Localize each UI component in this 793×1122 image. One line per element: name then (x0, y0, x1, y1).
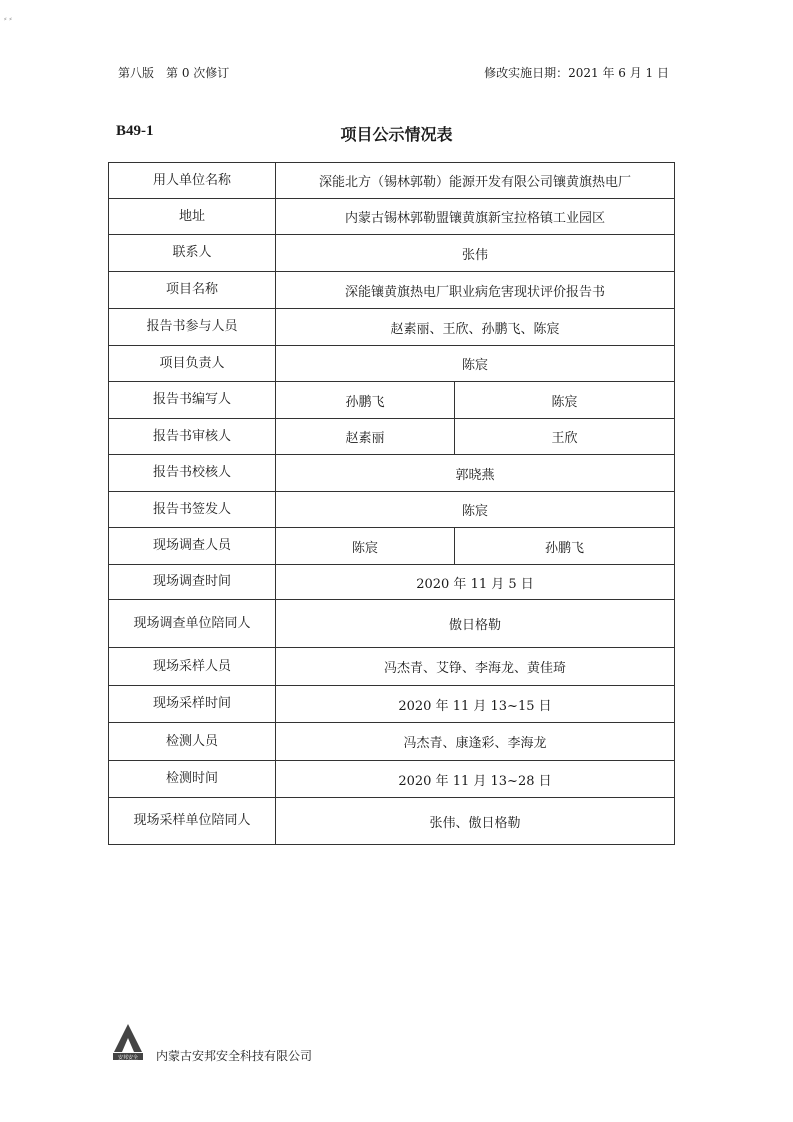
table-row (109, 309, 675, 346)
company-logo-icon (112, 1022, 144, 1062)
row-label: 项目负责人 (109, 346, 276, 382)
table-row (109, 565, 675, 600)
row-label: 现场调查时间 (109, 565, 276, 600)
table-row (109, 163, 675, 199)
row-value: 傲日格勒 (276, 600, 675, 648)
row-value: 郭晓燕 (276, 455, 675, 492)
row-value: 赵素丽、王欣、孙鹏飞、陈宸 (276, 309, 675, 346)
row-value: 2020 年 11 月 13~15 日 (276, 686, 675, 723)
row-label: 报告书签发人 (109, 492, 276, 528)
row-label: 报告书编写人 (109, 382, 276, 419)
row-value: 2020 年 11 月 5 日 (276, 565, 675, 600)
table-row (109, 199, 675, 235)
row-value: 张伟、傲日格勒 (276, 798, 675, 845)
row-label: 现场采样人员 (109, 648, 276, 686)
project-info-table (108, 162, 675, 845)
logo-text: 安邦安全 (117, 1055, 139, 1061)
row-value: 陈宸 (276, 346, 675, 382)
table-row (109, 272, 675, 309)
row-label: 项目名称 (109, 272, 276, 309)
table-row (109, 600, 675, 648)
document-title: 项目公示情况表 (340, 125, 453, 144)
row-label: 现场调查人员 (109, 528, 276, 565)
row-label: 检测时间 (109, 761, 276, 798)
row-label: 报告书参与人员 (109, 309, 276, 346)
row-value: 冯杰青、艾铮、李海龙、黄佳琦 (276, 648, 675, 686)
scan-artifact-mark: ⸗ ⸗ (4, 14, 12, 23)
table-row (109, 528, 675, 565)
table-row (109, 419, 675, 455)
row-label: 现场采样时间 (109, 686, 276, 723)
row-label: 用人单位名称 (109, 163, 276, 199)
footer-company-name: 内蒙古安邦安全科技有限公司 (156, 1049, 313, 1063)
row-value: 2020 年 11 月 13~28 日 (276, 761, 675, 798)
row-label: 报告书校核人 (109, 455, 276, 492)
table-row (109, 648, 675, 686)
table-row (109, 235, 675, 272)
row-label: 地址 (109, 199, 276, 235)
row-value: 张伟 (276, 235, 675, 272)
table-row (109, 686, 675, 723)
table-row (109, 455, 675, 492)
row-value: 陈宸 (276, 528, 455, 565)
row-value: 赵素丽 (276, 419, 455, 455)
row-value: 孙鹏飞 (455, 528, 675, 565)
row-value: 陈宸 (455, 382, 675, 419)
effective-date-label: 修改实施日期：2021 年 6 月 1 日 (484, 66, 669, 80)
row-label: 报告书审核人 (109, 419, 276, 455)
row-value: 冯杰青、康逢彩、李海龙 (276, 723, 675, 761)
table-row (109, 382, 675, 419)
table-row (109, 798, 675, 845)
row-value: 孙鹏飞 (276, 382, 455, 419)
row-value: 深能镶黄旗热电厂职业病危害现状评价报告书 (276, 272, 675, 309)
table-row (109, 761, 675, 798)
row-value: 陈宸 (276, 492, 675, 528)
row-label: 检测人员 (109, 723, 276, 761)
row-label: 现场调查单位陪同人 (109, 600, 276, 648)
row-value: 深能北方（锡林郭勒）能源开发有限公司镶黄旗热电厂 (276, 163, 675, 199)
version-label: 第八版 第 0 次修订 (118, 66, 230, 80)
table-row (109, 492, 675, 528)
row-label: 现场采样单位陪同人 (109, 798, 276, 845)
table-row (109, 723, 675, 761)
row-value: 内蒙古锡林郭勒盟镶黄旗新宝拉格镇工业园区 (276, 199, 675, 235)
row-label: 联系人 (109, 235, 276, 272)
row-value: 王欣 (455, 419, 675, 455)
form-code: B49-1 (116, 123, 154, 139)
table-row (109, 346, 675, 382)
